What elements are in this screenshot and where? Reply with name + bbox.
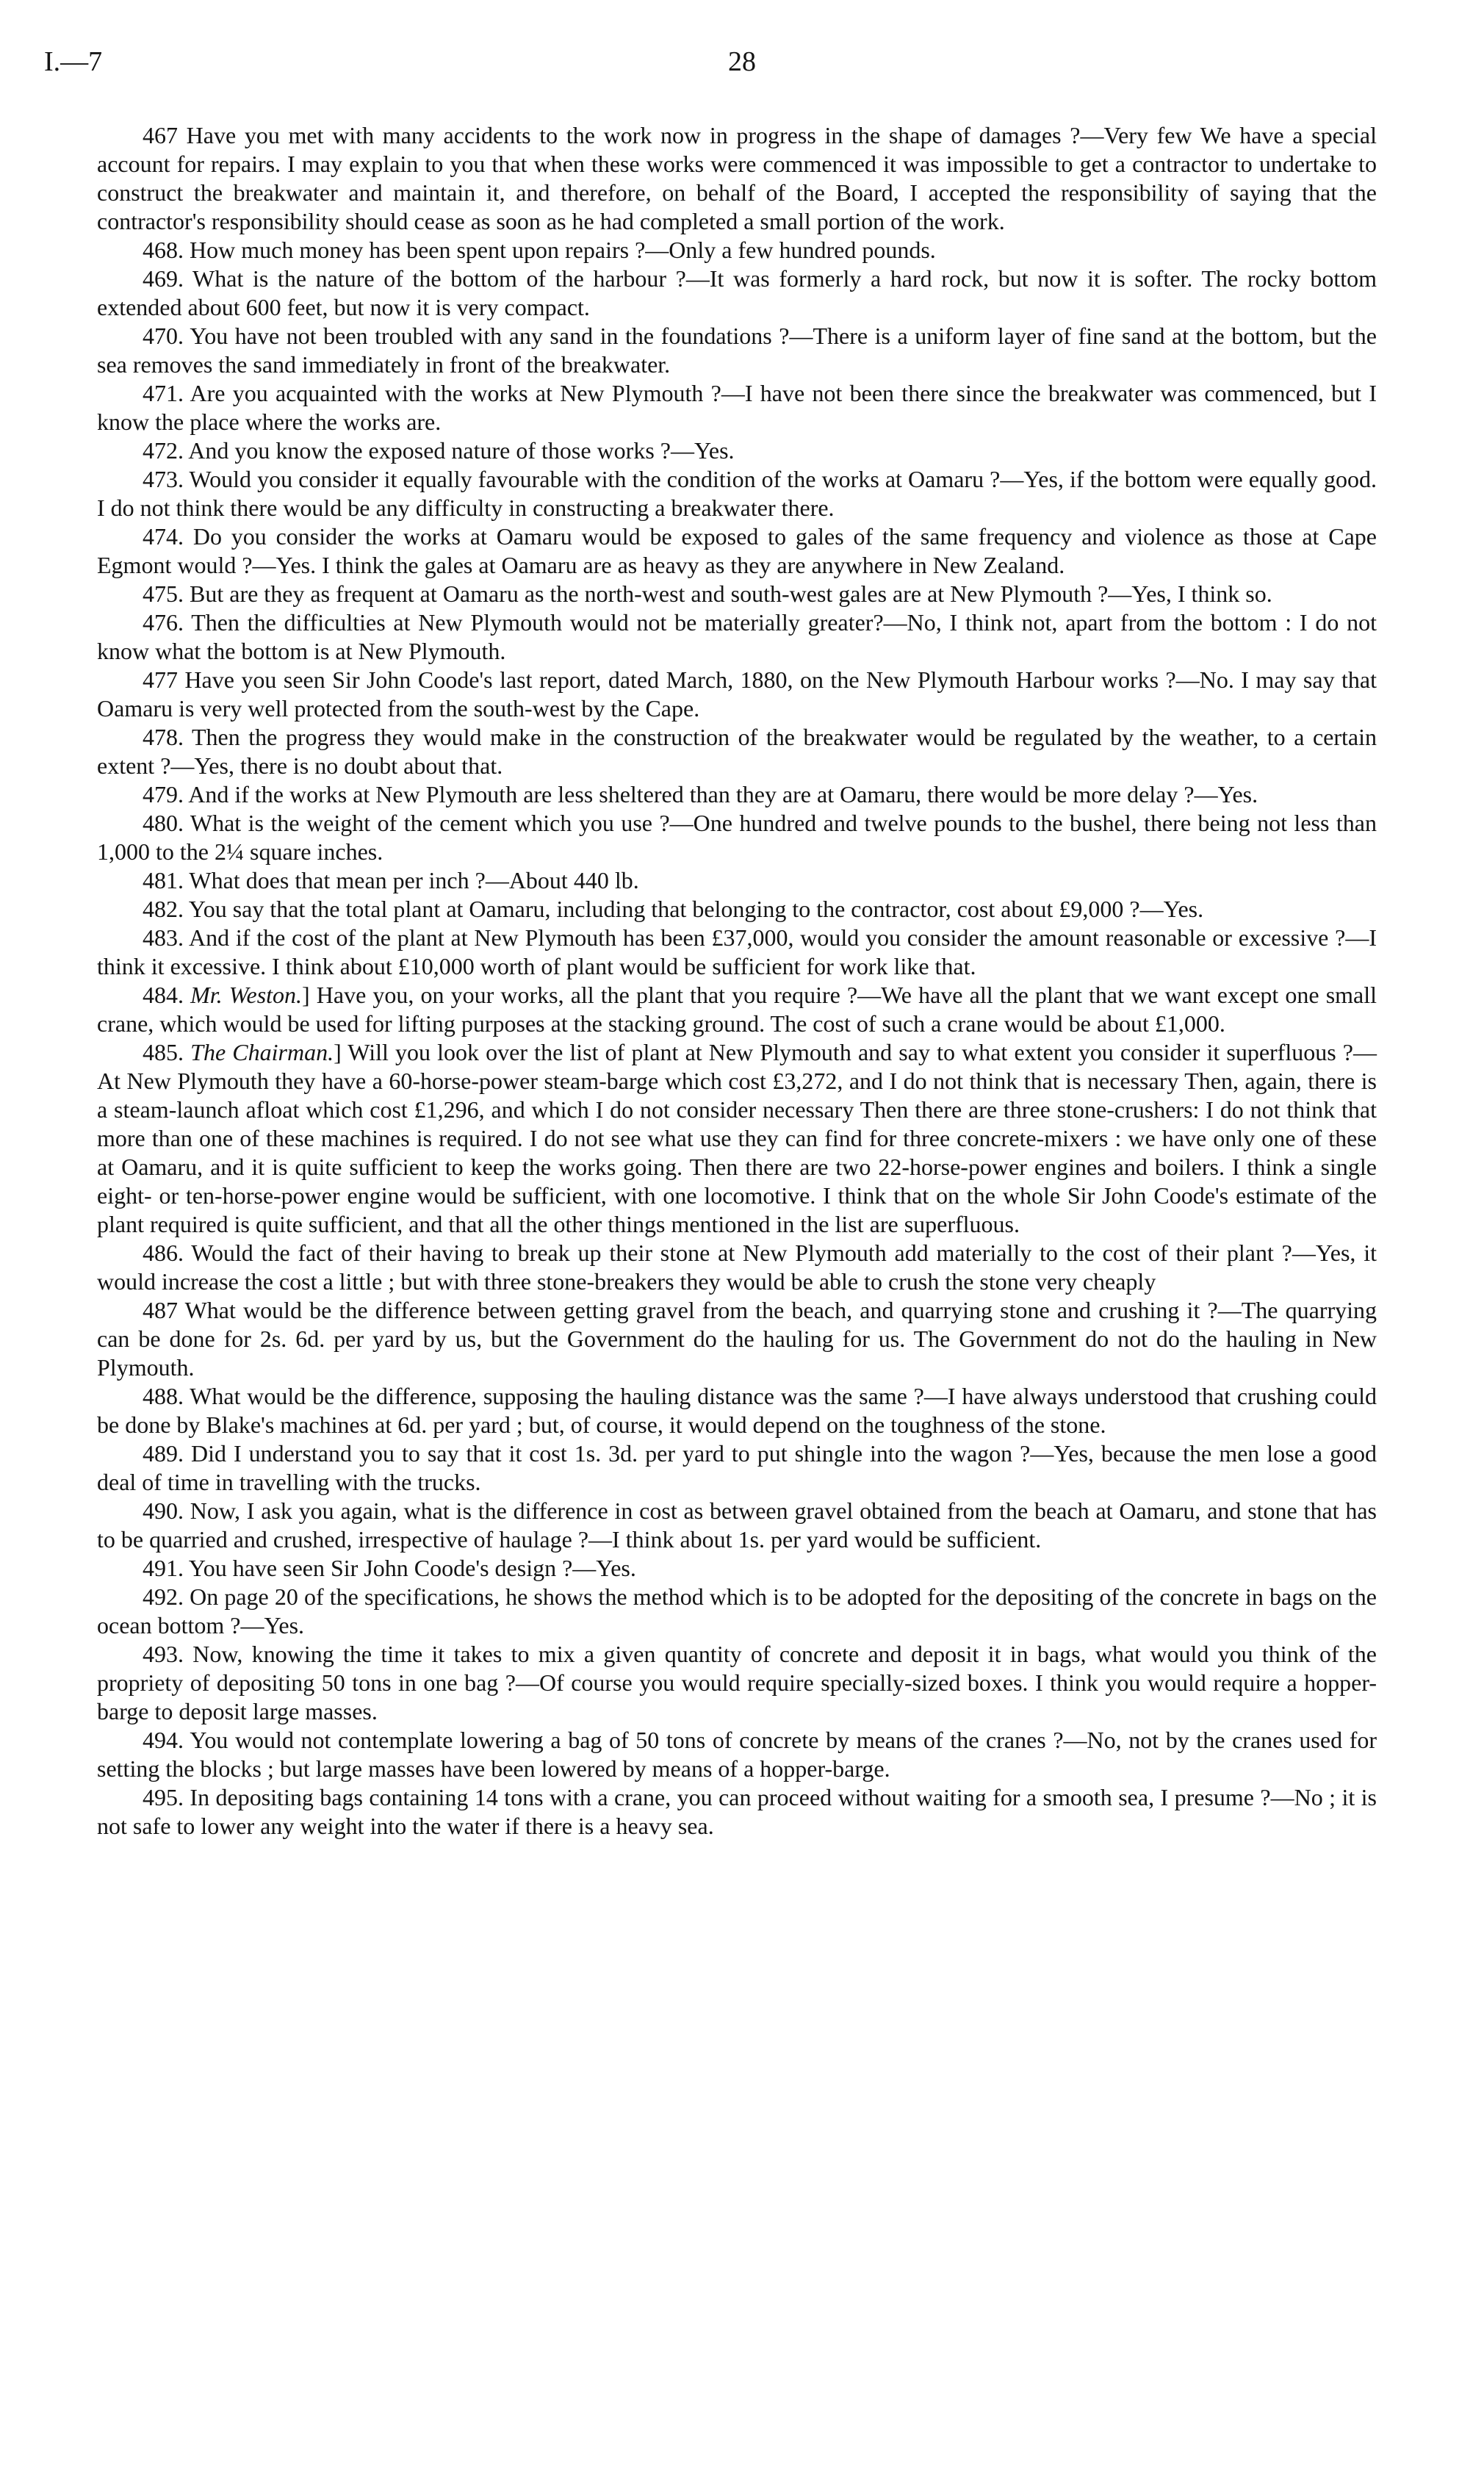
evidence-text xyxy=(97,121,1377,1841)
paragraph-480: 480. What is the weight of the cement which you use ?—One hundred and twelve pounds to the bushel, there being not less than 1,000 to the 2¼ square inches. xyxy=(97,810,1377,865)
paragraph-467: 467 Have you met with many accidents to the work now in progress in the shape of damages ?—Very few We have a special account for repairs. I may explain to you that when these works were commenced it was impossible to get a contractor to undertake to construct the breakwater and maintain it, and therefore, on behalf of the Board, I accepted the responsibility of saying that the contractor's responsibility should cease as soon as he had completed a small portion of the work. xyxy=(97,122,1377,234)
paragraph-470: 470. You have not been troubled with any sand in the foundations ?—There is a uniform layer of fine sand at the bottom, but the sea removes the sand immediately in front of the breakwater. xyxy=(97,323,1377,378)
paragraph-477: 477 Have you seen Sir John Coode's last report, dated March, 1880, on the New Plymouth Harbour works ?—No. I may say that Oamaru is very well protected from the south-west by the Cape. xyxy=(97,666,1377,722)
paragraph-482: 482. You say that the total plant at Oamaru, including that belonging to the contractor, cost about £9,000 ?—Yes. xyxy=(143,896,1204,922)
paragraph-468: 468. How much money has been spent upon repairs ?—Only a few hundred pounds. xyxy=(143,237,936,263)
paragraph-478: 478. Then the progress they would make in the construction of the breakwater would be regulated by the weather, to a certain extent ?—Yes, there is no doubt about that. xyxy=(97,724,1377,779)
paragraph-476: 476. Then the difficulties at New Plymouth would not be materially greater?—No, I think not, apart from the bottom : I do not know what the bottom is at New Plymouth. xyxy=(97,609,1377,664)
paragraph-486: 486. Would the fact of their having to break up their stone at New Plymouth add materially to the cost of their plant ?—Yes, it would increase the cost a little ; but with three stone-breakers they would be able to crush the stone very cheaply xyxy=(97,1240,1377,1295)
paragraph-472: 472. And you know the exposed nature of those works ?—Yes. xyxy=(143,437,735,464)
paragraph-490: 490. Now, I ask you again, what is the difference in cost as between gravel obtained from the beach at Oamaru, and stone that has to be quarried and crushed, irrespective of haulage ?—I think about 1s. per yard would be sufficient. xyxy=(97,1497,1377,1553)
paragraph-471: 471. Are you acquainted with the works at New Plymouth ?—I have not been there since the breakwater was commenced, but I know the place where the works are. xyxy=(97,380,1377,435)
paragraph-493: 493. Now, knowing the time it takes to mix a given quantity of concrete and deposit it in bags, what would you think of the propriety of depositing 50 tons in one bag ?—Of course you would require specially-sized boxes. I think you would require a hopper-barge to deposit large masses. xyxy=(97,1641,1377,1724)
paragraph-483: 483. And if the cost of the plant at New Plymouth has been £37,000, would you consider the amount reasonable or excessive ?—I think it excessive. I think about £10,000 worth of plant would be sufficient for work like that. xyxy=(97,924,1377,979)
speaker-name: The Chairman. xyxy=(190,1039,334,1065)
paragraph-494: 494. You would not contemplate lowering a bag of 50 tons of concrete by means of the cranes ?—No, not by the cranes used for setting the blocks ; but large masses have been lowered by means of a hopper-barge. xyxy=(97,1727,1377,1782)
page-header xyxy=(44,46,1440,82)
paragraph-481: 481. What does that mean per inch ?—About 440 lb. xyxy=(143,867,639,893)
document-reference: I.—7 xyxy=(44,46,103,77)
paragraph-469: 469. What is the nature of the bottom of the harbour ?—It was formerly a hard rock, but now it is softer. The rocky bottom extended about 600 feet, but now it is very compact. xyxy=(97,265,1377,320)
paragraph-484: 484. Mr. Weston.] Have you, on your works, all the plant that you require ?—We have all the plant that we want except one small crane, which would be used for lifting purposes at the stacking ground. The cost of such a crane would be about £1,000. xyxy=(97,982,1377,1037)
paragraph-475: 475. But are they as frequent at Oamaru as the north-west and south-west gales are at New Plymouth ?—Yes, I think so. xyxy=(143,580,1272,607)
paragraph-492: 492. On page 20 of the specifications, he shows the method which is to be adopted for the depositing of the concrete in bags on the ocean bottom ?—Yes. xyxy=(97,1583,1377,1639)
page-number: 28 xyxy=(728,46,756,77)
paragraph-479: 479. And if the works at New Plymouth are less sheltered than they are at Oamaru, there would be more delay ?—Yes. xyxy=(143,781,1258,807)
paragraph-488: 488. What would be the difference, supposing the hauling distance was the same ?—I have always understood that crushing could be done by Blake's machines at 6d. per yard ; but, of course, it would depend on the toughness of the stone. xyxy=(97,1383,1377,1438)
paragraph-474: 474. Do you consider the works at Oamaru would be exposed to gales of the same frequency and violence as those at Cape Egmont would ?—Yes. I think the gales at Oamaru are as heavy as they are anywhere in New Zealand. xyxy=(97,523,1377,578)
paragraph-485: 485. The Chairman.] Will you look over the list of plant at New Plymouth and say to what extent you consider it superfluous ?—At New Plymouth they have a 60-horse-power steam-barge which cost £3,272, and I do not think that is necessary Then, again, there is a steam-launch afloat which cost £1,296, and which I do not consider necessary Then there are three stone-crushers: I do not think that more than one of these machines is required. I do not see what use they can find for three concrete-mixers : we have only one of these at Oamaru, and it is quite sufficient to keep the works going. Then there are two 22-horse-power engines and boilers. I think a single eight- or ten-horse-power engine would be sufficient, with one locomotive. I think that on the whole Sir John Coode's estimate of the plant required is quite sufficient, and that all the other things mentioned in the list are superfluous. xyxy=(97,1039,1377,1237)
speaker-name: Mr. Weston. xyxy=(190,982,303,1008)
paragraph-491: 491. You have seen Sir John Coode's design ?—Yes. xyxy=(143,1555,636,1581)
paragraph-489: 489. Did I understand you to say that it cost 1s. 3d. per yard to put shingle into the wagon ?—Yes, because the men lose a good deal of time in travelling with the trucks. xyxy=(97,1440,1377,1495)
paragraph-487: 487 What would be the difference between getting gravel from the beach, and quarrying stone and crushing it ?—The quarrying can be done for 2s. 6d. per yard by us, but the Government do the hauling for us. The Government do not do the hauling in New Plymouth. xyxy=(97,1297,1377,1381)
paragraph-495: 495. In depositing bags containing 14 tons with a crane, you can proceed without waiting for a smooth sea, I presume ?—No ; it is not safe to lower any weight into the water if there is a heavy sea. xyxy=(97,1784,1377,1839)
paragraph-473: 473. Would you consider it equally favourable with the condition of the works at Oamaru ?—Yes, if the bottom were equally good. I do not think there would be any difficulty in constructing a breakwater there. xyxy=(97,466,1377,521)
